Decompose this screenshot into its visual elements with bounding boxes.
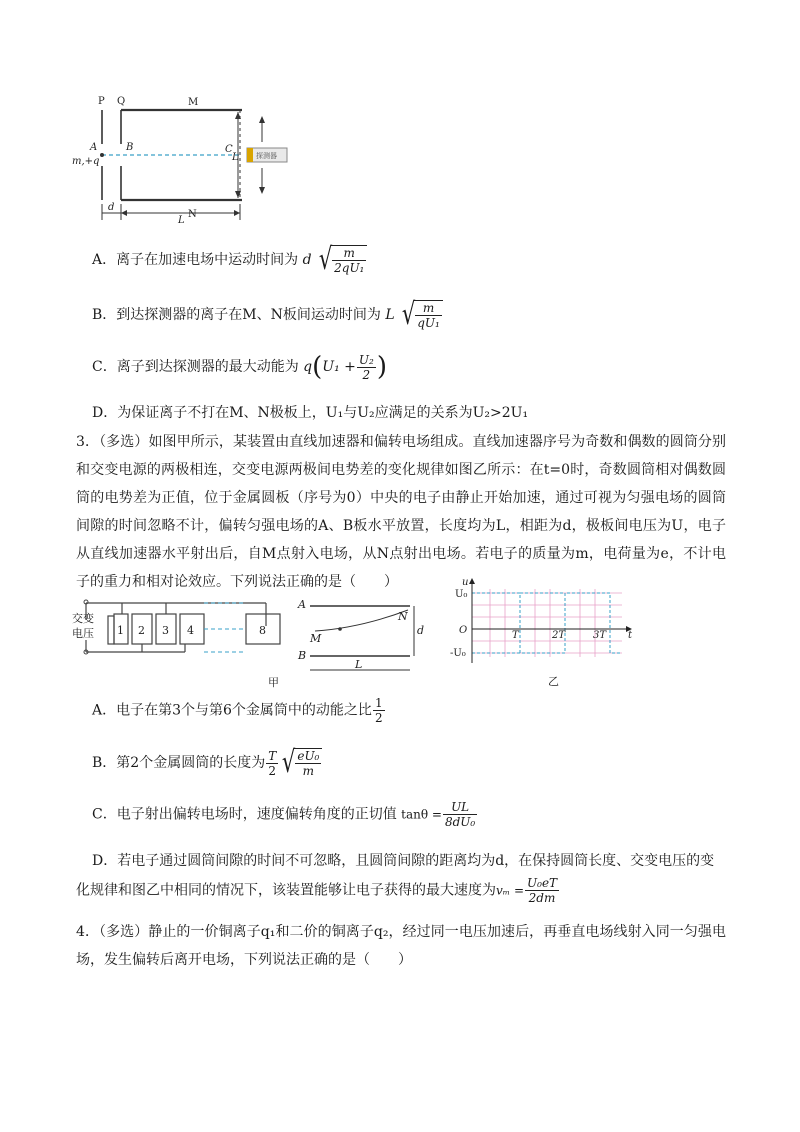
frac-den: 2	[268, 763, 277, 778]
option-2A-text: A．离子在加速电场中运动时间为	[92, 252, 299, 268]
frac-den: 2dm	[528, 891, 556, 905]
tube-1: 1	[117, 624, 124, 637]
plate-B: B	[298, 649, 307, 662]
label-d: d	[417, 624, 425, 637]
label-N: N	[188, 209, 197, 220]
radical: √ $\frac{m}{\text{2qU₁}}$	[316, 245, 367, 275]
label-L-bottom: L	[178, 215, 185, 226]
frac-den: 2	[362, 367, 371, 382]
option-2C-u1: U₁ +	[322, 359, 356, 375]
option-2C: C．离子到达探测器的最大动能为 q(U₁ + $\frac{\text{U₂}}{2}$ )	[92, 352, 387, 382]
frac-num: U₂	[358, 352, 374, 367]
frac-den: 8dU₀	[444, 815, 476, 829]
frac-den: m	[302, 764, 315, 778]
question-3-stem: 3．（多选）如图甲所示，某装置由直线加速器和偏转电场组成。直线加速器序号为奇数和偶数的圆筒分别和交变电源的两极相连，交变电源两极间电势差的变化规律如图乙所示：在t=0时，奇数圆筒相对偶数圆筒的电势差为正值，位于金属圆板（序号为0）中央的电子由静止开始加速，通过可视为匀强电场的圆筒间隙的时间忽略不计，偏转匀强电场的A、B板水平放置，长度均为L，相距为d，极板间电压为U，电子从直线加速器水平射出后，自M点射入电场，从N点射出电场。若电子的质量为m，电荷量为e，不计电子的重力和相对论效应。下列说法正确的是（ ）	[76, 434, 726, 590]
option-3C	[92, 800, 478, 829]
option-3D-line2	[76, 876, 560, 905]
option-3C-lhs: tanθ =	[401, 807, 442, 822]
caption-jia: 甲	[268, 676, 279, 689]
frac-num: eU₀	[297, 749, 320, 763]
option-3B	[92, 745, 322, 780]
option-3A-text: A．电子在第3个与第6个金属筒中的动能之比	[92, 702, 372, 719]
option-2A	[92, 242, 367, 277]
origin-O: O	[459, 625, 468, 636]
tube-2: 2	[138, 624, 145, 637]
axis-t: t	[628, 630, 633, 641]
frac-num: U₀eT	[527, 876, 558, 890]
tube-3: 3	[162, 624, 169, 637]
tick-T: T	[512, 630, 519, 641]
frac-num: m	[415, 301, 442, 316]
radical: √ $\frac{\text{eU₀}}{m}$	[279, 748, 322, 778]
frac-num: 1	[374, 696, 383, 710]
tick-negU0: -U₀	[450, 648, 466, 659]
tube-8: 8	[259, 624, 266, 637]
label-C: C	[225, 144, 233, 155]
frac-den: qU₁	[417, 316, 440, 330]
option-3D-lhs: vₘ =	[496, 883, 525, 898]
figure-deflection-apparatus	[70, 92, 310, 232]
label-B: B	[126, 142, 134, 153]
option-2B-coef: L	[385, 307, 395, 323]
label-L: L	[355, 658, 363, 671]
label-M: M	[188, 97, 199, 108]
frac-num: UL	[443, 800, 477, 815]
option-2D: D．为保证离子不打在M、N极板上，U₁与U₂应满足的关系为U₂>2U₁	[92, 405, 529, 421]
option-3D-line1: D．若电子通过圆筒间隙的时间不可忽略，且圆筒间隙的距离均为d，在保持圆筒长度、交变电压的变	[92, 853, 715, 869]
option-3B-text: B．第2个金属圆筒的长度为	[92, 755, 266, 771]
label-A: A	[90, 142, 98, 153]
source-label-2: 电压	[72, 627, 94, 640]
frac-num: T	[268, 748, 277, 763]
label-P: P	[98, 96, 105, 107]
frac-den: 2	[374, 711, 383, 725]
radical: √ $\frac{m}{\text{qU₁}}$	[399, 300, 443, 330]
option-3A	[92, 696, 386, 725]
question-4-stem: 4．（多选）静止的一价铜离子q₁和二价的铜离子q₂，经过同一电压加速后，再垂直电场线射入同一匀强电场，发生偏转后离开电场，下列说法正确的是（ ）	[76, 924, 726, 968]
point-M: M	[310, 632, 322, 645]
option-2A-coef: d	[302, 252, 312, 268]
detector-label: 探测器	[256, 152, 277, 160]
label-Q: Q	[117, 96, 126, 107]
plate-A: A	[298, 598, 306, 611]
tick-3T: 3T	[593, 630, 607, 641]
caption-yi: 乙	[548, 675, 559, 688]
point-N: N	[398, 610, 408, 623]
frac-den: 2qU₁	[334, 261, 365, 275]
tick-U0: U₀	[455, 589, 468, 600]
label-d: d	[108, 202, 115, 213]
label-mq: m,+q	[72, 156, 100, 167]
label-L-right: L	[232, 152, 239, 163]
frac-num: m	[332, 246, 366, 261]
option-3D-text: 化规律和图乙中相同的情况下，该装置能够让电子获得的最大速度为	[76, 882, 496, 899]
source-label-1: 交变	[72, 612, 94, 625]
option-2C-text: C．离子到达探测器的最大动能为	[92, 359, 299, 375]
figure-linear-accelerator	[70, 590, 430, 690]
option-3C-text: C．电子射出偏转电场时，速度偏转角度的正切值	[92, 806, 397, 823]
option-2B	[92, 297, 443, 332]
figure-square-wave	[450, 575, 640, 690]
option-2C-coef: q	[303, 359, 313, 375]
axis-u: u	[462, 577, 469, 588]
option-2B-text: B．到达探测器的离子在M、N板间运动时间为	[92, 307, 381, 323]
tick-2T: 2T	[552, 630, 566, 641]
tube-4: 4	[187, 624, 194, 637]
